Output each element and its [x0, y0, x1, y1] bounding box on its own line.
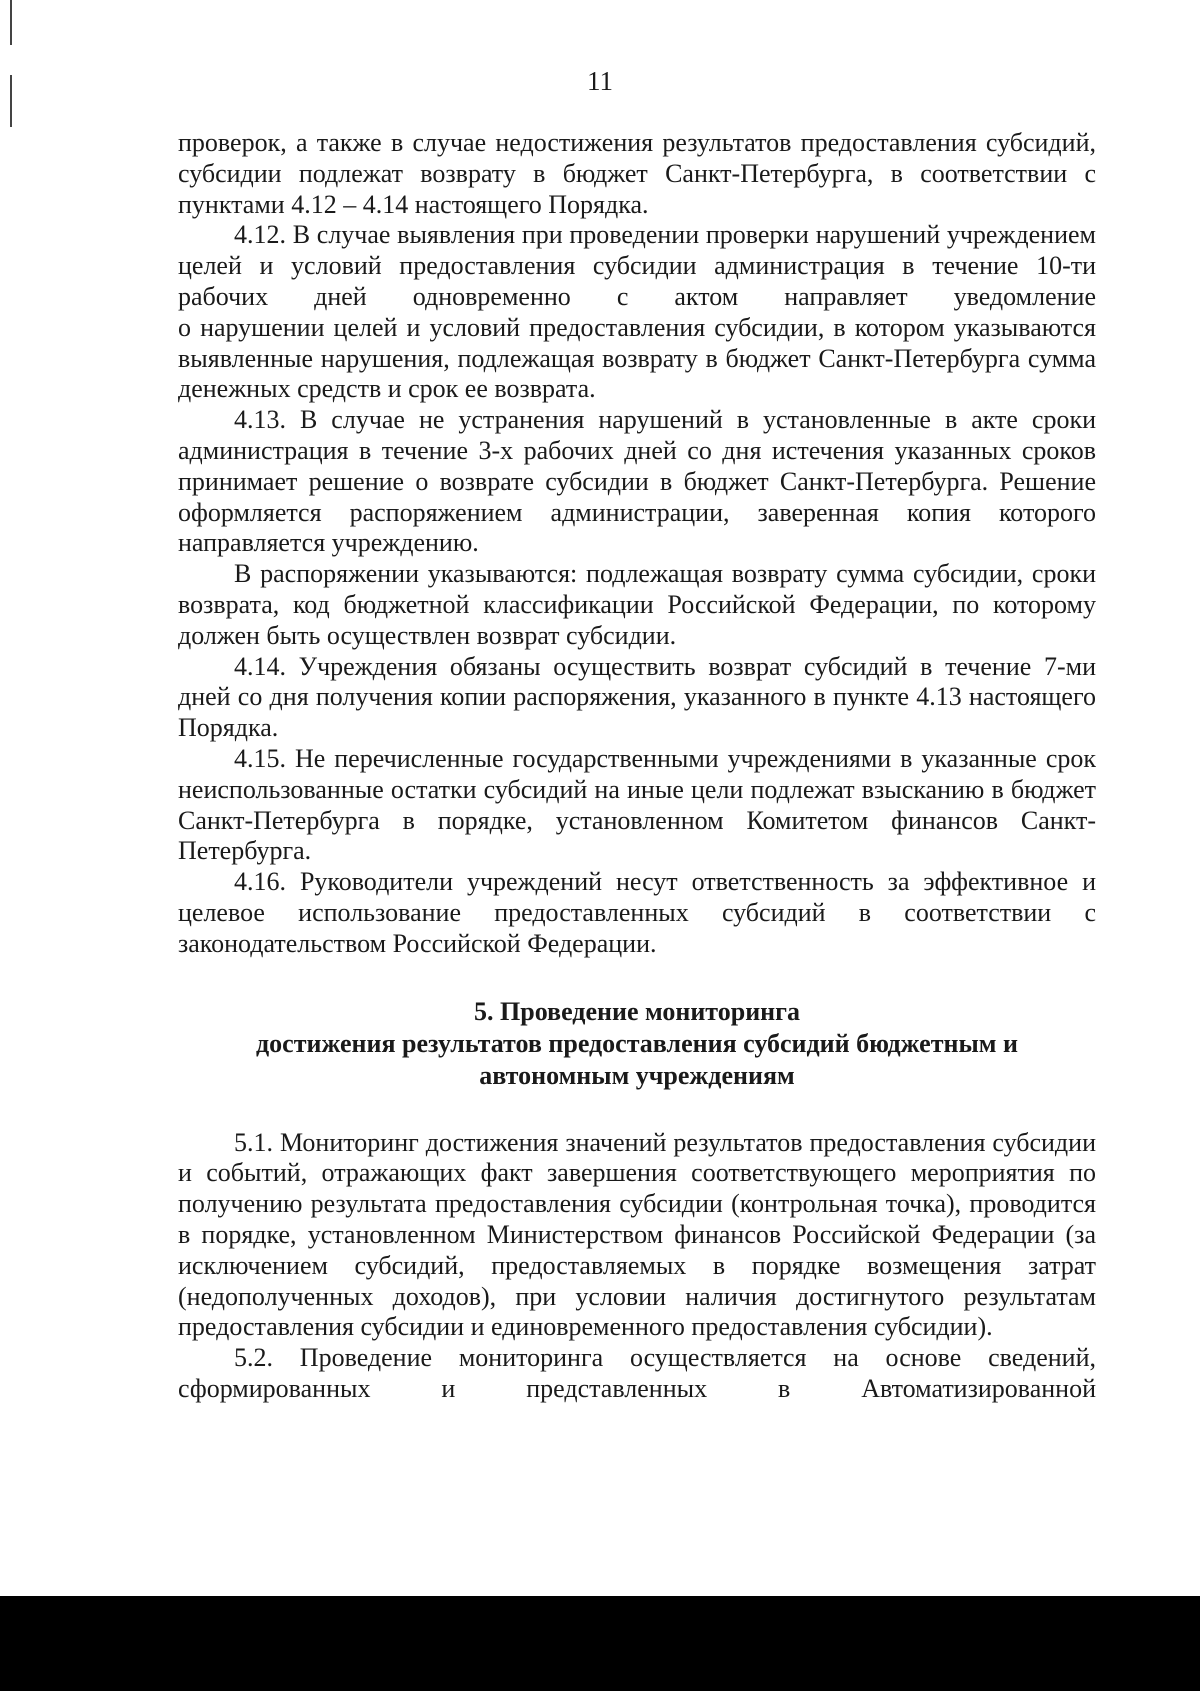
paragraph-4-16: 4.16. Руководители учреждений несут ответственность за эффективное и целевое использование предоставленных субсидий в соответствии с законодательством Российской Федерации. [178, 867, 1096, 958]
section-heading-line-2: достижения результатов предоставления субсидий бюджетным и [256, 1028, 1018, 1058]
page-number: 11 [587, 66, 613, 96]
paragraph-4-13-order: В распоряжении указываются: подлежащая возврату сумма субсидии, сроки возврата, код бюджетной классификации Российской Федерации, по которому должен быть осуществлен возврат субсидии. [178, 559, 1096, 650]
paragraph-4-12-continued: о нарушении целей и условий предоставления субсидии, в котором указываются выявленные нарушения, подлежащая возврату в бюджет Санкт-Петербурга сумма денежных средств и срок ее возврата. [178, 312, 1096, 404]
document-body [178, 128, 1096, 1405]
scan-bottom-bar [0, 1596, 1200, 1691]
paragraph-5-2: 5.2. Проведение мониторинга осуществляется на основе сведений, сформированных и представленных в Автоматизированной [178, 1343, 1096, 1403]
section-heading-line-3: автономным учреждениям [479, 1060, 795, 1090]
paragraph-continuation: проверок, а также в случае недостижения результатов предоставления субсидий, субсидии подлежат возврату в бюджет Санкт-Петербурга, в соответствии с пунктами 4.12 – 4.14 настоящего Порядка. [178, 128, 1096, 219]
section-heading-line-1: 5. Проведение мониторинга [474, 996, 800, 1026]
paragraph-4-13: 4.13. В случае не устранения нарушений в установленные в акте сроки администрация в течение 3-х рабочих дней со дня истечения указанных сроков принимает решение о возврате субсидии в бюджет Санкт-Петербурга. Решение оформляется распоряжением администрации, заверенная копия которого направляется учреждению. [178, 405, 1096, 558]
scan-edge-mark [10, 0, 12, 45]
paragraph-4-12: 4.12. В случае выявления при проведении проверки нарушений учреждением целей и условий предоставления субсидии администрация в течение 10-ти рабочих дней одновременно с актом направляет уведомление [178, 220, 1096, 311]
paragraph-4-15: 4.15. Не перечисленные государственными учреждениями в указанные срок неиспользованные остатки субсидий на иные цели подлежат взысканию в бюджет Санкт-Петербурга в порядке, установленном Комитетом финансов Санкт-Петербурга. [178, 743, 1096, 866]
paragraph-4-14: 4.14. Учреждения обязаны осуществить возврат субсидий в течение 7-ми дней со дня получения копии распоряжения, указанного в пункте 4.13 настоящего Порядка. [178, 651, 1096, 743]
section-heading [178, 996, 1096, 1092]
paragraph-5-1: 5.1. Мониторинг достижения значений результатов предоставления субсидии и событий, отражающих факт завершения соответствующего мероприятия по получению результата предоставления субсидии (контрольная точка), проводится в порядке, установленном Министерством финансов Российской Федерации (за исключением субсидий, предоставляемых в порядке возмещения затрат (недополученных доходов), при условии наличия достигнутого результатам предоставления субсидии и единовременного предоставления субсидии). [178, 1127, 1096, 1342]
